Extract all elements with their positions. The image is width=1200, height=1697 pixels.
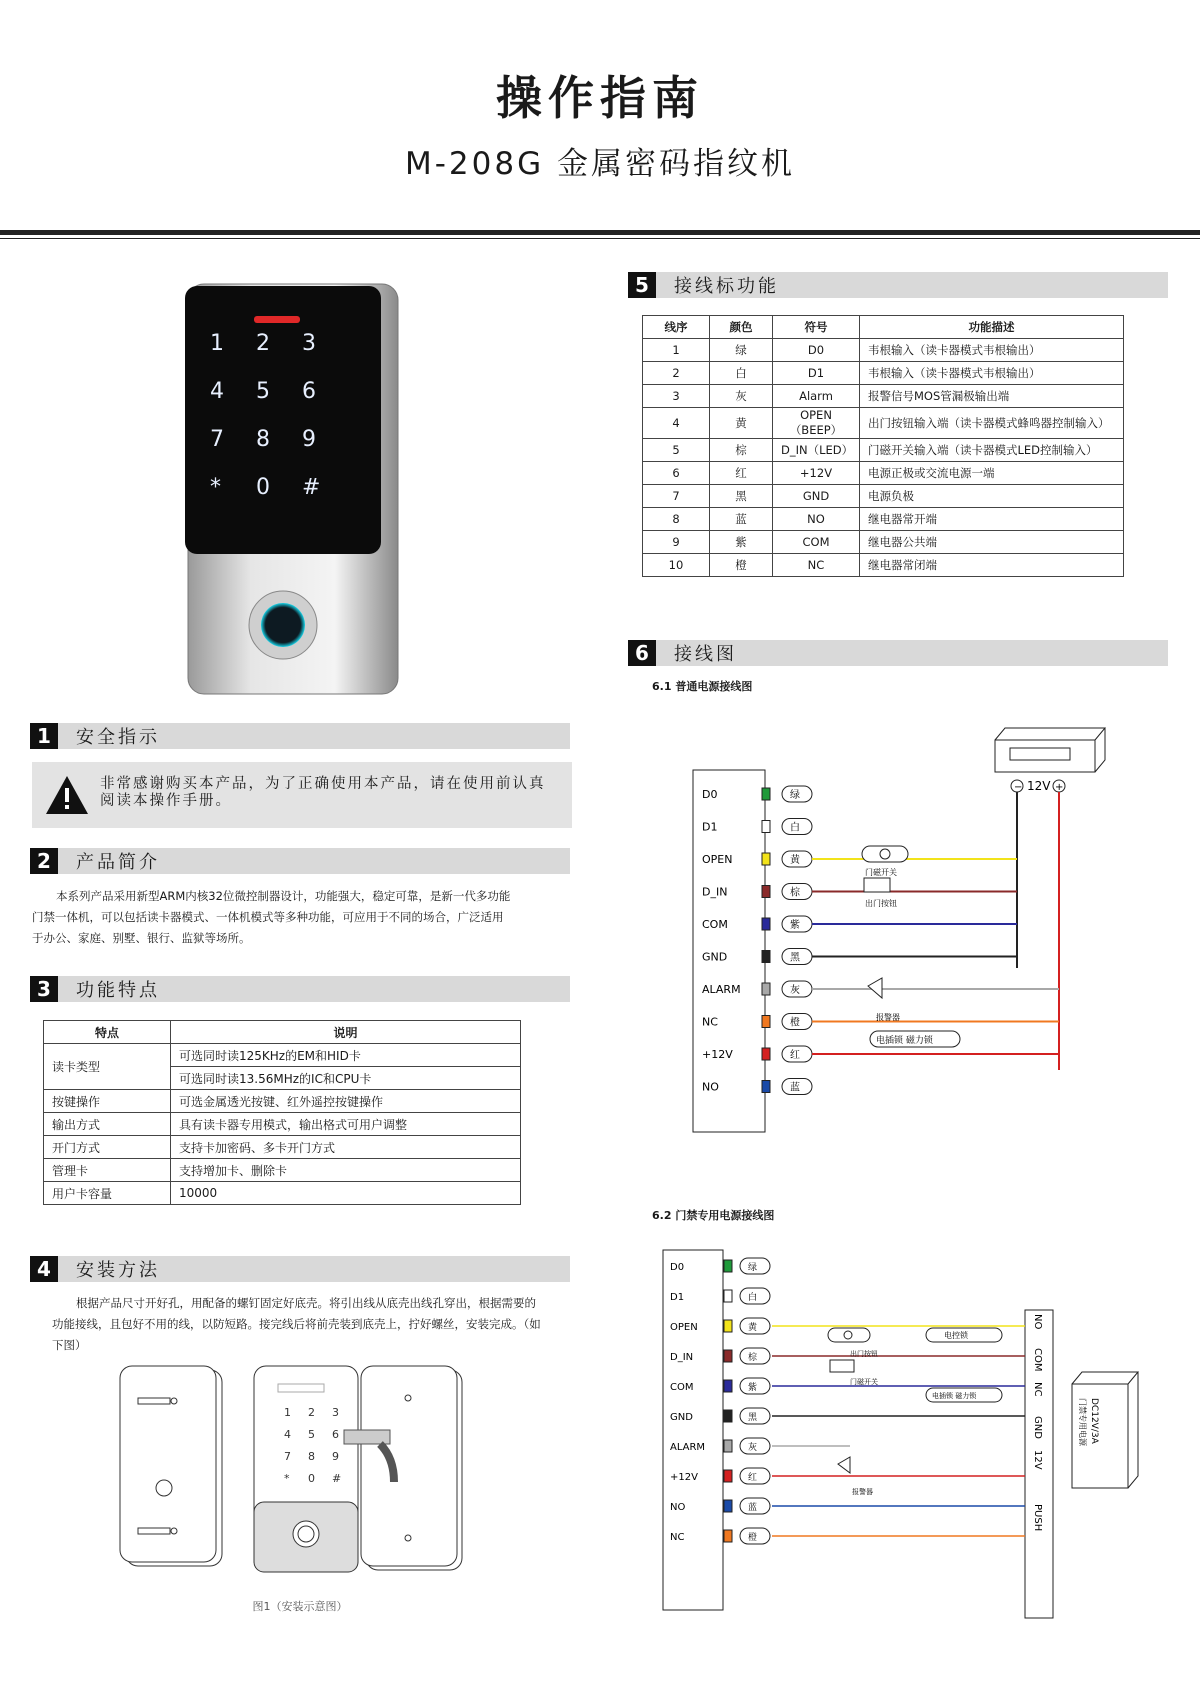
exit-button-label: 出门按钮 (865, 899, 897, 908)
connector (724, 1290, 732, 1302)
connector (724, 1440, 732, 1452)
connector (762, 1016, 770, 1028)
wire-color-label: 绿 (748, 1263, 758, 1273)
wiring-cell: 红 (710, 462, 773, 485)
door-sensor2-label: 门磁开关 (850, 1378, 878, 1386)
wire-color-label: 橙 (790, 1017, 800, 1029)
section-title: 产品简介 (76, 852, 160, 873)
table-row (643, 439, 1124, 462)
lock-label: 电插锁 磁力锁 (876, 1036, 933, 1046)
table-row (643, 508, 1124, 531)
mini-key: 1 (284, 1406, 291, 1419)
wire-color-label: 灰 (748, 1443, 758, 1453)
wiring-cell: 韦根输入（读卡器模式韦根输出） (860, 339, 1124, 362)
pin-label: NO (702, 1080, 719, 1094)
wiring-cell: 10 (643, 554, 710, 577)
alarm-label: 报警器 (876, 1013, 900, 1022)
wiring-cell: 门磁开关输入端（读卡器模式LED控制输入） (860, 439, 1124, 462)
header-divider (0, 230, 1200, 235)
pin-label: NC (670, 1532, 685, 1543)
mini-key: # (332, 1472, 342, 1485)
wiring-cell: 6 (643, 462, 710, 485)
pin-label: D0 (702, 788, 718, 801)
wiring-header-seq: 线序 (643, 316, 710, 339)
alarm2-label: 报警器 (852, 1488, 873, 1496)
page-title: 操作指南 (496, 71, 704, 125)
wiring-cell: 橙 (710, 554, 773, 577)
keypad-key: # (302, 475, 321, 500)
section-number: 4 (30, 1256, 58, 1282)
table-row (643, 554, 1124, 577)
table-row (44, 1113, 521, 1136)
page-subtitle: M-208G 金属密码指纹机 (405, 146, 795, 182)
wiring-cell: D_IN（LED） (773, 439, 860, 462)
terminal-label: NO (1032, 1314, 1043, 1330)
connector (762, 886, 770, 898)
wire-color-label: 橙 (748, 1533, 758, 1543)
wire-color-label: 蓝 (790, 1082, 800, 1094)
wiring-cell: 8 (643, 508, 710, 531)
connector (762, 918, 770, 930)
section-number: 2 (30, 848, 58, 874)
mini-key: 8 (308, 1450, 315, 1463)
pin-label: OPEN (702, 853, 733, 866)
connector (762, 853, 770, 865)
connector (724, 1350, 732, 1362)
terminal-label: PUSH (1032, 1504, 1043, 1532)
wiring-cell: 报警信号MOS管漏极输出端 (860, 385, 1124, 408)
keypad-key: 3 (302, 331, 316, 356)
wiring-cell: 灰 (710, 385, 773, 408)
wire-color-label: 紫 (748, 1383, 758, 1393)
connector (724, 1410, 732, 1422)
feature-name: 用户卡容量 (44, 1182, 171, 1205)
table-row (44, 1090, 521, 1113)
table-row (44, 1044, 521, 1067)
table-row (643, 339, 1124, 362)
keypad-key: 0 (256, 475, 270, 500)
wire-color-label: 绿 (790, 790, 800, 801)
wire-color-label: 红 (748, 1473, 758, 1483)
table-row (643, 485, 1124, 508)
pin-label: ALARM (702, 983, 741, 996)
wiring-cell: 继电器常开端 (860, 508, 1124, 531)
wiring-cell: NO (773, 508, 860, 531)
wire-color-label: 白 (790, 822, 800, 834)
keypad-key: 1 (210, 331, 224, 356)
wiring-diagram-2 (660, 1238, 1160, 1628)
wiring-cell: 紫 (710, 531, 773, 554)
mini-key: 3 (332, 1406, 339, 1419)
wire-color-label: 紫 (790, 920, 800, 931)
pin-label: D_IN (670, 1352, 694, 1363)
wiring-cell: 电源正极或交流电源一端 (860, 462, 1124, 485)
table-row (44, 1159, 521, 1182)
install-paragraph: 根据产品尺寸开好孔，用配备的螺钉固定好底壳。将引出线从底壳出线孔穿出，根据需要的功能接线，且包好不用的线，以防短路。接完线后将前壳装到底壳上，拧好螺丝，安装完成。（如下图） (52, 1296, 541, 1352)
feature-desc: 10000 (171, 1182, 521, 1205)
exit-button2-label: 出门按钮 (850, 1350, 878, 1358)
table-row (643, 385, 1124, 408)
wiring-cell: 继电器常闭端 (860, 554, 1124, 577)
wiring-cell: 电源负极 (860, 485, 1124, 508)
wiring-cell: 1 (643, 339, 710, 362)
pin-label: +12V (702, 1048, 733, 1061)
feature-name: 管理卡 (44, 1159, 171, 1182)
keypad-key: 8 (256, 427, 270, 452)
lock-b-label: 电插锁 磁力锁 (932, 1392, 977, 1400)
keypad-key: 2 (256, 331, 270, 356)
wiring-cell: 绿 (710, 339, 773, 362)
connector (762, 788, 770, 800)
connector (762, 821, 770, 833)
connector (724, 1530, 732, 1542)
section-4-header (30, 1256, 570, 1282)
wiring-cell: 继电器公共端 (860, 531, 1124, 554)
features-header-desc: 说明 (171, 1021, 521, 1044)
keypad-key: * (210, 475, 221, 500)
install-diagram (118, 1362, 478, 1582)
feature-desc: 可选同时读13.56MHz的IC和CPU卡 (171, 1067, 521, 1090)
keypad-key: 6 (302, 379, 316, 404)
pin-label: +12V (670, 1472, 698, 1483)
mini-key: 5 (308, 1428, 315, 1441)
table-row (643, 408, 1124, 439)
connector (724, 1470, 732, 1482)
wiring-cell: 白 (710, 362, 773, 385)
wire-color-label: 黑 (790, 952, 800, 964)
wiring-cell: 韦根输入（读卡器模式韦根输出） (860, 362, 1124, 385)
feature-name: 开门方式 (44, 1136, 171, 1159)
section-title: 接线图 (674, 644, 737, 665)
connector (762, 1048, 770, 1060)
keypad-key: 7 (210, 427, 224, 452)
warning-icon (44, 774, 90, 816)
mini-key: 6 (332, 1428, 339, 1441)
terminal-label: 12V (1032, 1450, 1043, 1470)
wire-color-label: 灰 (790, 985, 800, 996)
warning-box (32, 762, 572, 828)
wire-color-label: 黄 (790, 855, 800, 866)
table-row (643, 362, 1124, 385)
svg-text:−: − (1014, 782, 1023, 793)
header-divider-thin (0, 238, 1200, 239)
wiring-cell: OPEN（BEEP） (773, 408, 860, 439)
section-5-header (628, 272, 1168, 298)
wire-color-label: 棕 (790, 887, 800, 899)
wire-color-label: 白 (748, 1293, 758, 1303)
product-image (180, 280, 400, 700)
wiring-cell: 7 (643, 485, 710, 508)
mini-key: 7 (284, 1450, 291, 1463)
pin-label: COM (670, 1382, 694, 1393)
section-title: 功能特点 (76, 980, 160, 1001)
wiring-diagram-1 (690, 720, 1110, 1140)
mini-key: 9 (332, 1450, 339, 1463)
intro-paragraph: 本系列产品采用新型ARM内核32位微控制器设计，功能强大，稳定可靠，是新一代多功能门禁一体机，可以包括读卡器模式、一体机模式等多种功能，可应用于不同的场合，广泛适用于办公、家庭、别墅、银行、监狱等场所。 (32, 889, 511, 945)
section-3-header (30, 976, 570, 1002)
connector (724, 1380, 732, 1392)
psu2-label: DC12V/3A (1089, 1398, 1099, 1444)
wire-color-label: 棕 (748, 1353, 758, 1363)
pin-label: ALARM (670, 1442, 706, 1453)
section-title: 安全指示 (76, 727, 160, 748)
feature-desc: 具有读卡器专用模式，输出格式可用户调整 (171, 1113, 521, 1136)
keypad-key: 9 (302, 427, 316, 452)
features-table (43, 1020, 521, 1205)
connector (762, 1081, 770, 1093)
wiring-table (642, 315, 1124, 577)
wiring-cell: 出门按钮输入端（读卡器模式蜂鸣器控制输入） (860, 408, 1124, 439)
wiring-cell: Alarm (773, 385, 860, 408)
wiring-cell: 3 (643, 385, 710, 408)
wiring-cell: 2 (643, 362, 710, 385)
pin-label: D0 (670, 1262, 685, 1273)
pin-label: NC (702, 1015, 718, 1029)
mini-key: 2 (308, 1406, 315, 1419)
features-header-feature: 特点 (44, 1021, 171, 1044)
feature-desc: 支持卡加密码、多卡开门方式 (171, 1136, 521, 1159)
wire-color-label: 蓝 (748, 1503, 758, 1513)
feature-name: 读卡类型 (44, 1044, 171, 1090)
connector (762, 983, 770, 995)
mini-key: 0 (308, 1472, 315, 1485)
install-caption: 图1（安装示意图） (252, 1600, 348, 1613)
table-row (643, 462, 1124, 485)
lock-a-label: 电控锁 (944, 1331, 968, 1340)
wiring-cell: COM (773, 531, 860, 554)
section-number: 3 (30, 976, 58, 1002)
diagram2-title: 6.2 门禁专用电源接线图 (652, 1209, 775, 1222)
pin-label: OPEN (670, 1322, 698, 1333)
feature-name: 按键操作 (44, 1090, 171, 1113)
pin-label: NO (670, 1502, 686, 1513)
connector (724, 1320, 732, 1332)
feature-desc: 可选同时读125KHz的EM和HID卡 (171, 1044, 521, 1067)
mini-key: * (284, 1472, 290, 1485)
section-title: 安装方法 (76, 1260, 160, 1281)
pin-label: GND (702, 950, 728, 964)
svg-text:+: + (1055, 782, 1064, 793)
wiring-cell: 4 (643, 408, 710, 439)
pin-label: D_IN (702, 885, 728, 899)
pin-label: D1 (670, 1292, 685, 1303)
terminal-label: NC (1032, 1382, 1043, 1397)
wiring-cell: 黄 (710, 408, 773, 439)
psu2-sub: 门禁专用电源 (1078, 1398, 1087, 1446)
wire-color-label: 红 (790, 1050, 800, 1061)
terminal-label: COM (1032, 1348, 1043, 1372)
connector (724, 1500, 732, 1512)
keypad-key: 4 (210, 379, 224, 404)
table-row (44, 1182, 521, 1205)
wiring-cell: D0 (773, 339, 860, 362)
pin-label: COM (702, 918, 728, 931)
wiring-cell: 9 (643, 531, 710, 554)
table-row (44, 1136, 521, 1159)
psu-label: 12V (1027, 779, 1051, 793)
diagram1-title: 6.1 普通电源接线图 (652, 680, 753, 693)
section-6-header (628, 640, 1168, 666)
section-title: 接线标功能 (674, 276, 779, 297)
mini-key: 4 (284, 1428, 291, 1441)
wiring-cell: 棕 (710, 439, 773, 462)
wiring-header-color: 颜色 (710, 316, 773, 339)
wiring-header-symbol: 符号 (773, 316, 860, 339)
connector (762, 951, 770, 963)
door-sensor-label: 门磁开关 (865, 868, 897, 877)
pin-label: GND (670, 1412, 693, 1423)
feature-desc: 可选金属透光按键、红外遥控按键操作 (171, 1090, 521, 1113)
wiring-cell: GND (773, 485, 860, 508)
pin-label: D1 (702, 820, 718, 834)
section-number: 6 (628, 640, 656, 666)
wiring-cell: 5 (643, 439, 710, 462)
wiring-header-func: 功能描述 (860, 316, 1124, 339)
wiring-cell: 蓝 (710, 508, 773, 531)
table-row (643, 531, 1124, 554)
wire-color-label: 黄 (748, 1323, 758, 1333)
wiring-cell: 黑 (710, 485, 773, 508)
keypad-key: 5 (256, 379, 270, 404)
warning-text: 非常感谢购买本产品，为了正确使用本产品，请在使用前认真阅读本操作手册。 (100, 776, 546, 809)
section-number: 1 (30, 723, 58, 749)
wiring-cell: +12V (773, 462, 860, 485)
feature-name: 输出方式 (44, 1113, 171, 1136)
wiring-cell: D1 (773, 362, 860, 385)
terminal-label: GND (1032, 1416, 1043, 1439)
section-number: 5 (628, 272, 656, 298)
wire-color-label: 黑 (748, 1413, 758, 1423)
section-1-header (30, 723, 570, 749)
feature-desc: 支持增加卡、删除卡 (171, 1159, 521, 1182)
connector (724, 1260, 732, 1272)
section-2-header (30, 848, 570, 874)
wiring-cell: NC (773, 554, 860, 577)
